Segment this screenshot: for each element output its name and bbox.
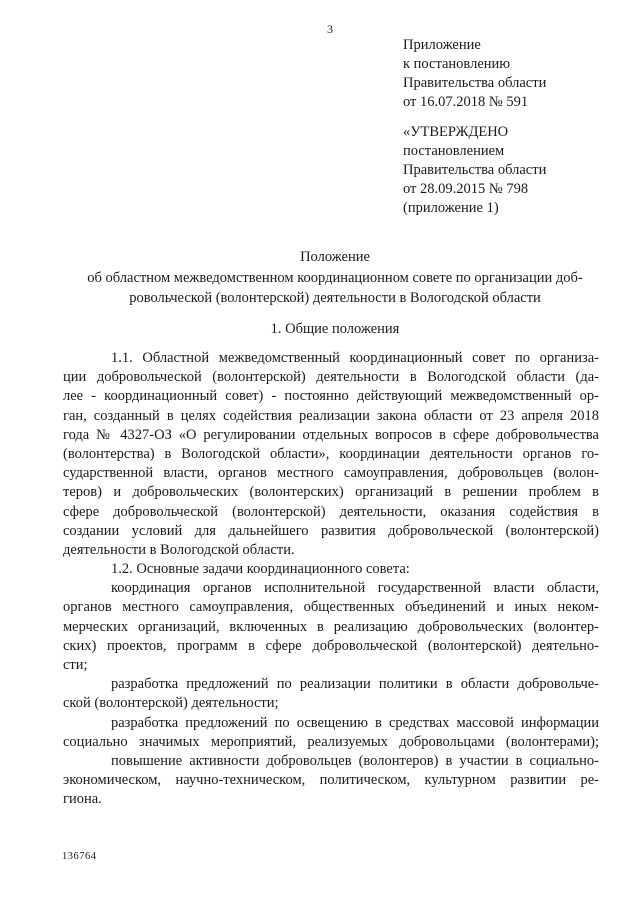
section-heading: 1. Общие положения xyxy=(270,321,400,337)
body-line: (волонтерства) в Вологодской области», координации деятельности органов го- xyxy=(63,445,599,462)
approved-line: (приложение 1) xyxy=(403,200,499,216)
approved-line: от 28.09.2015 № 798 xyxy=(403,181,529,197)
body-line: сти; xyxy=(63,657,88,673)
body-line: повышение активности добровольцев (волонтеров) в участии в социально- xyxy=(111,752,599,769)
document-subtitle-line: об областном межведомственном координационном совете по организации доб- xyxy=(87,270,583,286)
body-line: разработка предложений по освещению в средствах массовой информации xyxy=(111,714,599,731)
body-line: социально значимых мероприятий, реализуемых добровольцами (волонтерами); xyxy=(63,733,599,750)
body-line: экономическом, научно-техническом, политическом, культурном развитии ре- xyxy=(63,772,599,789)
appendix-line: от 16.07.2018 № 591 xyxy=(403,94,529,110)
body-line: сударственной власти, органов местного самоуправления, добровольцев (волон- xyxy=(63,465,599,482)
body-line: ган, созданный в целях содействия реализации закона области от 23 апреля 2018 xyxy=(63,407,599,424)
appendix-line: Приложение xyxy=(403,37,481,53)
approval-stamp-text xyxy=(403,123,546,218)
body-line: разработка предложений по реализации политики в области добровольче- xyxy=(111,676,599,693)
footer-code: 136764 xyxy=(62,851,97,862)
appendix-header xyxy=(403,36,546,112)
body-line: мерческих организаций, включенных в реализацию добровольческих (волонтер- xyxy=(63,618,599,635)
body-line: лее - координационный совет) - постоянно действующий межведомственный ор- xyxy=(63,388,599,405)
body-line: деятельности в Вологодской области. xyxy=(63,541,295,558)
body-line: 1.1. Областной межведомственный координационный совет по организа- xyxy=(111,350,599,366)
body-line: ской (волонтерской) деятельности; xyxy=(63,695,279,712)
body-line: 1.2. Основные задачи координационного совета: xyxy=(111,561,410,578)
body-line: сфере добровольческой (волонтерской) деятельности, оказания содействия в xyxy=(63,503,599,520)
document-title: Положение xyxy=(300,249,370,265)
body-line: года № 4327-ОЗ «О регулировании отдельных вопросов в сфере добровольчества xyxy=(63,426,599,443)
page-number: 3 xyxy=(327,22,333,36)
body-line: теров) и добровольческих (волонтерских) организаций в решении проблем в xyxy=(63,484,599,501)
body-text xyxy=(63,349,599,810)
approved-line: Правительства области xyxy=(403,162,547,178)
body-line: органов местного самоуправления, общественных объединений и иных неком- xyxy=(63,599,599,616)
approved-line: постановлением xyxy=(403,143,505,159)
body-line: создании условий для дальнейшего развития добровольческой (волонтерской) xyxy=(63,522,599,539)
body-line: гиона. xyxy=(63,791,102,808)
appendix-line: к постановлению xyxy=(403,56,511,72)
body-line: координация органов исполнительной государственной власти области, xyxy=(111,580,599,597)
approved-line: «УТВЕРЖДЕНО xyxy=(403,124,509,140)
body-line: ции добровольческой (волонтерской) деятельности в Вологодской области (да- xyxy=(63,369,599,386)
body-line: ских) проектов, программ в сфере добровольческой (волонтерской) деятельно- xyxy=(63,637,599,654)
appendix-line: Правительства области xyxy=(403,75,547,91)
document-subtitle-line: ровольческой (волонтерской) деятельности в Вологодской области xyxy=(129,290,541,306)
